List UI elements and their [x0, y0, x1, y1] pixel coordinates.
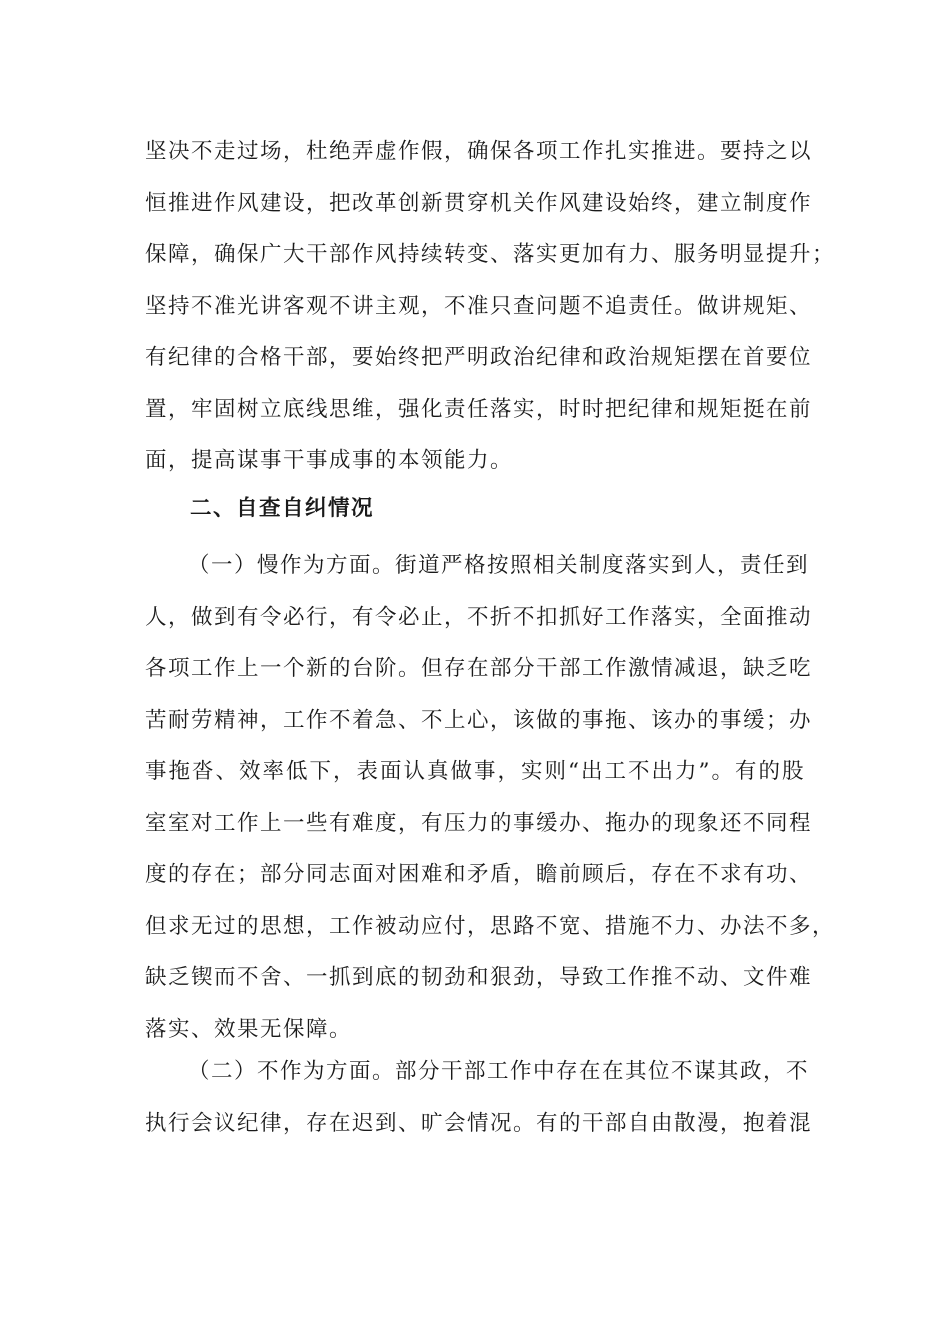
paragraph-line: 缺乏锲而不舍、一抓到底的韧劲和狠劲，导致工作推不动、文件难 — [145, 965, 813, 990]
paragraph-inaction — [145, 1046, 813, 1149]
paragraph-line: 保障，确保广大干部作风持续转变、落实更加有力、服务明显提升； — [145, 242, 836, 267]
paragraph-line: 人，做到有令必行，有令必止，不折不扣抓好工作落实，全面推动 — [145, 604, 813, 630]
paragraph-line: 度的存在；部分同志面对困难和矛盾，瞻前顾后，存在不求有功、 — [145, 862, 813, 887]
paragraph-line: 坚决不走过场，杜绝弄虚作假，确保各项工作扎实推进。要持之以 — [145, 139, 813, 164]
paragraph-line: 坚持不准光讲客观不讲主观，不准只查问题不追责任。做讲规矩、 — [145, 293, 813, 319]
paragraph-line: 落实、效果无保障。 — [145, 1016, 353, 1042]
paragraph-line: 有纪律的合格干部，要始终把严明政治纪律和政治规矩摆在首要位 — [145, 345, 813, 370]
paragraph-line: 苦耐劳精神，工作不着急、不上心，该做的事拖、该办的事缓；办 — [145, 707, 813, 733]
paragraph-slow-action — [145, 540, 836, 1055]
paragraph-line: 各项工作上一个新的台阶。但存在部分干部工作激情减退，缺乏吃 — [145, 656, 813, 681]
paragraph-line: 事拖沓、效率低下，表面认真做事，实则“出工不出力”。有的股 — [145, 759, 805, 784]
paragraph-line: 室室对工作上一些有难度，有压力的事缓办、拖办的现象还不同程 — [145, 810, 813, 836]
paragraph-continued — [145, 126, 836, 487]
paragraph-line: 但求无过的思想，工作被动应付，思路不宽、措施不力、办法不多， — [145, 913, 836, 939]
paragraph-line: 面，提高谋事干事成事的本领能力。 — [145, 448, 514, 473]
section-heading: 二、自查自纠情况 — [190, 496, 375, 521]
paragraph-line: 执行会议纪律，存在迟到、旷会情况。有的干部自由散漫，抱着混 — [145, 1110, 813, 1136]
paragraph-line: （一）慢作为方面。街道严格按照相关制度落实到人，责任到 — [188, 553, 810, 578]
paragraph-line: 置，牢固树立底线思维，强化责任落实，时时把纪律和规矩挺在前 — [145, 396, 813, 422]
paragraph-line: （二）不作为方面。部分干部工作中存在在其位不谋其政，不 — [188, 1059, 810, 1084]
paragraph-line: 恒推进作风建设，把改革创新贯穿机关作风建设始终，建立制度作 — [145, 190, 813, 216]
